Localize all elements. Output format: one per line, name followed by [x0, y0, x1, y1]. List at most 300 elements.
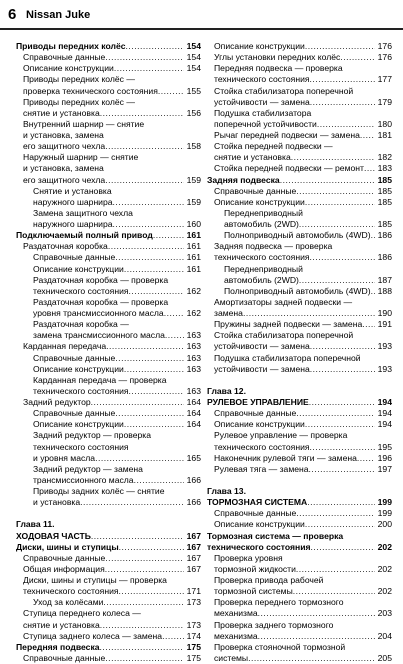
toc-dot-leader — [105, 141, 184, 152]
toc-dot-leader — [126, 41, 184, 52]
toc-entry-title: Приводы передних колёс — — [23, 96, 135, 107]
toc-page-number: 190 — [377, 308, 392, 318]
toc-entry — [16, 63, 201, 74]
toc-entry-title: Снятие и установка — [33, 185, 112, 196]
toc-dot-leader — [124, 364, 184, 375]
toc-entry-title: его защитного чехла — [23, 141, 106, 152]
toc-page-number: 167 — [186, 530, 201, 541]
toc-page-number: 202 — [377, 586, 392, 597]
toc-entry — [207, 620, 392, 631]
toc-entry — [16, 364, 201, 375]
toc-entry — [207, 241, 392, 252]
toc-entry-title: Глава 12. — [207, 385, 246, 396]
toc-entry-title: Передняя подвеска — проверка — [214, 63, 343, 74]
toc-entry-title: Общая информация — [23, 563, 105, 574]
toc-entry-title: Глава 13. — [207, 486, 246, 496]
toc-entry — [207, 586, 392, 597]
toc-entry-title: Справочные данные — [23, 552, 106, 563]
toc-page-number: 163 — [186, 330, 201, 341]
toc-entry — [16, 241, 201, 252]
toc-page-number: 185 — [377, 174, 392, 185]
toc-dot-leader — [296, 564, 375, 575]
toc-entry — [207, 631, 392, 642]
toc-page-number: 185 — [377, 219, 392, 229]
toc-entry-title: Описание конструкции — [23, 63, 114, 74]
toc-entry — [207, 508, 392, 519]
toc-page-number: 200 — [377, 519, 392, 530]
toc-entry-title: трансмиссионного масла — [33, 474, 134, 485]
toc-heading — [16, 41, 201, 52]
toc-entry — [207, 74, 392, 85]
toc-dot-leader — [114, 63, 184, 74]
toc-entry-title: Приводы передних колёс — [16, 41, 126, 51]
toc-page-number: 199 — [377, 508, 392, 519]
toc-entry-title: Справочные данные — [23, 652, 106, 663]
toc-entry-title: механизма — [214, 608, 258, 619]
toc-page-number: 186 — [377, 252, 392, 263]
toc-dot-leader — [293, 586, 375, 597]
toc-entry — [207, 464, 392, 475]
toc-dot-leader — [307, 497, 375, 508]
toc-entry — [16, 553, 201, 564]
toc-dot-leader — [105, 653, 184, 664]
toc-entry — [16, 175, 201, 186]
toc-dot-leader — [258, 608, 375, 619]
toc-entry-title: Описание конструкции — [33, 263, 124, 274]
toc-entry-title: снятие и установка — [214, 152, 291, 163]
toc-entry-title: Справочные данные — [33, 352, 116, 363]
toc-dot-leader — [364, 163, 375, 174]
toc-dot-leader — [105, 553, 184, 564]
toc-page-number: 173 — [186, 619, 201, 630]
toc-entry-title: Справочные данные — [214, 185, 297, 196]
toc-entry — [207, 330, 392, 341]
toc-entry — [16, 620, 201, 631]
toc-page-number: 183 — [377, 163, 392, 174]
toc-page-number: 182 — [377, 152, 392, 163]
toc-entry-title: замена — [214, 308, 243, 318]
toc-entry — [16, 453, 201, 464]
toc-entry-title: Задний редуктор — замена — [33, 463, 143, 474]
toc-entry-title: Стойка стабилизатора поперечной — [214, 85, 354, 96]
toc-heading — [207, 497, 392, 508]
toc-page-number: 164 — [186, 408, 201, 419]
toc-entry — [16, 275, 201, 286]
toc-page-number: 154 — [186, 63, 201, 74]
toc-entry-title: системы — [214, 652, 249, 663]
toc-entry-title: Наконечник рулевой тяги — замена — [214, 452, 357, 463]
toc-dot-leader — [310, 74, 375, 85]
toc-page-number: 196 — [377, 452, 392, 463]
toc-entry-title: Справочные данные — [214, 508, 297, 519]
toc-entry — [16, 397, 201, 408]
toc-entry — [16, 297, 201, 308]
toc-entry-title: устойчивости — замена — [214, 363, 310, 374]
toc-entry-title: Переднеприводный — [224, 263, 303, 274]
toc-page-number: 155 — [186, 85, 201, 96]
toc-entry — [16, 631, 201, 642]
toc-entry-title: Описание конструкции — [33, 363, 124, 374]
toc-heading — [207, 542, 392, 553]
toc-dot-leader — [153, 230, 184, 241]
toc-page-number: 163 — [186, 341, 201, 352]
toc-dot-leader — [305, 41, 375, 52]
toc-entry-title: замена трансмиссионного масла — [33, 330, 165, 341]
toc-entry — [16, 419, 201, 430]
toc-entry-title: снятие и установка — [23, 107, 100, 118]
toc-page-number: 158 — [186, 141, 201, 152]
toc-entry-title: тормозной жидкости — [214, 563, 296, 574]
toc-entry — [207, 597, 392, 608]
toc-entry — [16, 408, 201, 419]
toc-dot-leader — [113, 197, 184, 208]
book-title: Nissan Juke — [26, 9, 91, 21]
toc-entry-title: Амортизаторы задней подвески — — [214, 296, 353, 307]
toc-entry — [16, 341, 201, 352]
toc-entry — [207, 275, 392, 286]
toc-entry — [16, 141, 201, 152]
toc-entry — [16, 319, 201, 330]
toc-entry-title: и установка, замена — [23, 163, 104, 174]
toc-entry-title: Справочные данные — [33, 252, 116, 263]
toc-dot-leader — [310, 341, 375, 352]
toc-entry-title: Карданная передача — проверка — [33, 374, 167, 385]
toc-dot-leader — [165, 330, 184, 341]
toc-dot-leader — [299, 219, 375, 230]
toc-entry — [207, 286, 392, 297]
toc-dot-leader — [100, 108, 184, 119]
page-number: 6 — [8, 6, 17, 23]
toc-page-number: 181 — [377, 130, 392, 140]
toc-heading — [16, 531, 201, 542]
toc-dot-leader — [124, 419, 184, 430]
toc-page-number: 194 — [377, 419, 392, 430]
toc-entry — [16, 353, 201, 364]
toc-entry — [207, 653, 392, 664]
toc-entry-title: Рулевая тяга — замена — [214, 463, 309, 474]
toc-page-number: 162 — [186, 308, 201, 318]
toc-entry-title: автомобиль (2WD) — [224, 219, 299, 229]
toc-entry — [16, 286, 201, 297]
toc-entry — [16, 97, 201, 108]
toc-page-number: 163 — [186, 385, 201, 396]
toc-entry-title: Диски, шины и ступицы — [16, 541, 119, 552]
toc-page-number: 164 — [186, 419, 201, 430]
toc-spacer — [207, 475, 392, 486]
toc-page-number: 163 — [186, 363, 201, 374]
toc-dot-leader — [360, 130, 375, 141]
toc-entry — [207, 186, 392, 197]
toc-entry-title: Раздаточная коробка — проверка — [33, 274, 169, 285]
toc-entry-title: и уровня масла — [33, 452, 96, 463]
toc-entry-title: Проверка уровня — [214, 552, 283, 563]
toc-dot-leader — [91, 531, 184, 542]
toc-entry — [16, 475, 201, 486]
toc-left-column — [16, 41, 201, 664]
toc-entry — [16, 264, 201, 275]
toc-entry — [207, 264, 392, 275]
toc-entry-title: Подключаемый полный привод — [16, 230, 153, 241]
toc-entry — [16, 430, 201, 441]
toc-entry — [16, 152, 201, 163]
toc-page-number: 159 — [186, 174, 201, 185]
toc-entry-title: и установка — [33, 497, 81, 508]
toc-entry-title: Уход за колёсами — [33, 597, 104, 608]
toc-page-number: 161 — [186, 252, 201, 263]
toc-entry-title: Раздаточная коробка — [23, 241, 108, 252]
toc-entry — [16, 308, 201, 319]
toc-entry-title: уровня трансмиссионного масла — [33, 308, 164, 318]
toc-page-number: 166 — [186, 474, 201, 485]
toc-entry — [207, 152, 392, 163]
toc-entry-title: технического состояния — [207, 541, 311, 552]
toc-entry-title: наружного шарнира — [33, 196, 113, 207]
toc-page-number: 159 — [186, 196, 201, 207]
toc-entry-title: РУЛЕВОЕ УПРАВЛЕНИЕ — [207, 397, 309, 407]
toc-entry — [16, 464, 201, 475]
toc-dot-leader — [134, 475, 184, 486]
toc-entry — [16, 597, 201, 608]
toc-dot-leader — [91, 397, 184, 408]
toc-dot-leader — [357, 453, 375, 464]
toc-entry-title: Рычаг передней подвески — замена — [214, 130, 360, 140]
header-rule — [0, 28, 403, 30]
toc-page-number: 166 — [186, 497, 201, 508]
toc-dot-leader — [129, 386, 184, 397]
toc-entry — [16, 108, 201, 119]
toc-page-number: 173 — [186, 597, 201, 608]
toc-page-number: 203 — [377, 608, 392, 619]
toc-entry — [207, 108, 392, 119]
toc-entry-title: Проверка заднего тормозного — [214, 619, 334, 630]
toc-entry-title: Внутренний шарнир — снятие — [23, 118, 145, 129]
toc-entry-title: технического состояния — [214, 441, 310, 452]
toc-entry-title: Переднеприводный — [224, 207, 303, 218]
toc-heading — [16, 642, 201, 653]
toc-entry-title: Ступица переднего колеса — — [23, 608, 141, 619]
toc-page-number: 195 — [377, 441, 392, 452]
toc-entry — [207, 519, 392, 530]
toc-dot-leader — [310, 442, 375, 453]
toc-page-number: 164 — [186, 397, 201, 407]
toc-entry-title: устойчивости — замена — [214, 96, 310, 107]
toc-entry-title: Проверка стояночной тормозной — [214, 641, 346, 652]
toc-entry-title: ТОРМОЗНАЯ СИСТЕМА — [207, 497, 308, 508]
toc-dot-leader — [299, 275, 375, 286]
toc-entry — [207, 442, 392, 453]
toc-entry-title: Ступица заднего колеса — замена — [23, 630, 163, 641]
toc-dot-leader — [158, 86, 184, 97]
toc-page-number: 199 — [377, 497, 392, 508]
toc-page-number: 194 — [377, 397, 392, 407]
toc-entry-title: Описание конструкции — [33, 419, 124, 430]
toc-entry — [16, 52, 201, 63]
toc-dot-leader — [164, 308, 184, 319]
toc-dot-leader — [305, 519, 375, 530]
toc-dot-leader — [310, 97, 375, 108]
toc-dot-leader — [119, 586, 184, 597]
toc-dot-leader — [243, 308, 375, 319]
toc-entry — [207, 63, 392, 74]
toc-dot-leader — [296, 408, 375, 419]
toc-page-number: 193 — [377, 341, 392, 352]
toc-entry — [207, 41, 392, 52]
toc-entry — [16, 497, 201, 508]
toc-entry — [16, 219, 201, 230]
toc-entry-title: наружного шарнира — [33, 219, 113, 229]
toc-page-number: 188 — [377, 285, 392, 296]
toc-heading — [16, 230, 201, 241]
toc-heading — [207, 531, 392, 542]
toc-entry — [16, 586, 201, 597]
toc-entry-title: Стойка стабилизатора поперечной — [214, 330, 354, 341]
toc-entry — [207, 252, 392, 263]
toc-entry-title: технического состояния — [33, 385, 129, 396]
toc-page-number: 167 — [186, 541, 201, 552]
toc-page-number: 162 — [186, 285, 201, 296]
toc-page-number: 165 — [186, 452, 201, 463]
toc-entry-title: и установка, замена — [23, 130, 104, 140]
page-header — [0, 0, 403, 30]
toc-dot-leader — [124, 264, 184, 275]
toc-entry-title: Раздаточная коробка — проверка — [33, 296, 169, 307]
toc-entry-title: тормозной системы — [214, 586, 293, 597]
toc-page-number: 186 — [377, 230, 392, 241]
toc-dot-leader — [113, 219, 184, 230]
toc-dot-leader — [311, 542, 375, 553]
toc-dot-leader — [119, 542, 184, 553]
toc-page-number: 187 — [377, 274, 392, 285]
toc-entry — [207, 52, 392, 63]
toc-entry-title: Описание конструкции — [214, 196, 305, 207]
toc-entry — [207, 130, 392, 141]
toc-heading — [207, 175, 392, 186]
toc-entry-title: технического состояния — [33, 441, 129, 452]
toc-dot-leader — [340, 52, 375, 63]
toc-dot-leader — [106, 341, 184, 352]
toc-entry-title: Диски, шины и ступицы — проверка — [23, 575, 167, 585]
toc-entry-title: Описание конструкции — [214, 419, 305, 430]
toc-page-number: 171 — [186, 586, 201, 597]
toc-entry — [207, 230, 392, 241]
toc-entry — [207, 319, 392, 330]
toc-heading — [207, 486, 392, 497]
toc-dot-leader — [305, 197, 375, 208]
toc-entry-title: Проверка переднего тормозного — [214, 597, 344, 608]
toc-page-number: 156 — [186, 107, 201, 118]
toc-page-number: 177 — [377, 74, 392, 85]
toc-dot-leader — [162, 631, 184, 642]
toc-dot-leader — [296, 186, 375, 197]
toc-entry-title: Приводы задних колёс — снятие — [33, 486, 165, 496]
toc-entry-title: Глава 11. — [16, 519, 55, 530]
toc-entry — [16, 386, 201, 397]
toc-entry — [207, 553, 392, 564]
toc-entry-title: Описание конструкции — [214, 41, 305, 51]
toc-dot-leader — [115, 252, 184, 263]
toc-entry — [207, 163, 392, 174]
toc-right-column — [207, 41, 392, 664]
toc-entry-title: Стойка передней подвески — ремонт — [214, 163, 364, 174]
toc-entry-title: Полноприводный автомобиль (4WD) — [224, 285, 371, 296]
toc-page-number: 193 — [377, 363, 392, 374]
toc-dot-leader — [105, 52, 184, 63]
toc-dot-leader — [309, 464, 375, 475]
toc-entry-title: Карданная передача — [23, 341, 107, 352]
toc-dot-leader — [362, 319, 375, 330]
toc-heading — [207, 386, 392, 397]
toc-entry-title: Подушка стабилизатора — [214, 107, 312, 118]
toc-entry-title: Задний редуктор — [23, 397, 91, 407]
toc-entry — [16, 608, 201, 619]
toc-entry-title: ХОДОВАЯ ЧАСТЬ — [16, 530, 91, 541]
toc-page-number: 185 — [377, 196, 392, 207]
toc-entry-title: Описание конструкции — [214, 519, 305, 530]
toc-page-number: 154 — [186, 52, 201, 63]
toc-entry — [207, 419, 392, 430]
toc-page-number: 167 — [186, 552, 201, 563]
toc-entry — [207, 341, 392, 352]
toc-entry — [16, 74, 201, 85]
toc-entry — [16, 86, 201, 97]
toc-entry — [16, 442, 201, 453]
toc-entry — [207, 453, 392, 464]
toc-page-number: 161 — [186, 263, 201, 274]
toc-dot-leader — [280, 175, 375, 186]
toc-entry — [207, 97, 392, 108]
toc-entry — [207, 642, 392, 653]
toc-entry-title: технического состояния — [23, 586, 119, 597]
toc-entry — [16, 564, 201, 575]
toc-entry — [16, 330, 201, 341]
toc-page-number: 194 — [377, 408, 392, 419]
toc-entry — [16, 163, 201, 174]
toc-entry — [207, 297, 392, 308]
toc-entry-title: Наружный шарнир — снятие — [23, 152, 139, 163]
toc-heading — [16, 542, 201, 553]
toc-entry-title: Проверка привода рабочей — [214, 575, 324, 585]
toc-dot-leader — [305, 419, 375, 430]
toc-page-number: 185 — [377, 185, 392, 196]
toc-dot-leader — [103, 597, 184, 608]
toc-entry-title: его защитного чехла — [23, 174, 106, 185]
toc-dot-leader — [291, 152, 375, 163]
toc-page-number: 179 — [377, 96, 392, 107]
toc-page-number: 205 — [377, 652, 392, 663]
toc-dot-leader — [105, 175, 184, 186]
toc-page-number: 191 — [377, 319, 392, 330]
toc-entry-title: Раздаточная коробка — — [33, 319, 129, 330]
toc-page-number: 197 — [377, 463, 392, 474]
toc-dot-leader — [317, 119, 375, 130]
toc-dot-leader — [129, 286, 184, 297]
toc-page-number: 175 — [186, 652, 201, 663]
toc-entry-title: устойчивости — замена — [214, 341, 310, 352]
toc-entry — [207, 308, 392, 319]
toc-page-number: 163 — [186, 352, 201, 363]
toc-page-number: 154 — [186, 41, 201, 51]
toc-entry-title: Справочные данные — [214, 408, 297, 419]
toc-entry-title: снятие и установка — [23, 619, 100, 630]
toc-dot-leader — [310, 364, 375, 375]
toc-entry-title: Передняя подвеска — [16, 641, 100, 652]
toc-entry — [207, 353, 392, 364]
toc-dot-leader — [309, 397, 375, 408]
toc-spacer — [16, 508, 201, 519]
toc-entry — [207, 119, 392, 130]
toc-entry — [16, 119, 201, 130]
toc-entry — [16, 486, 201, 497]
